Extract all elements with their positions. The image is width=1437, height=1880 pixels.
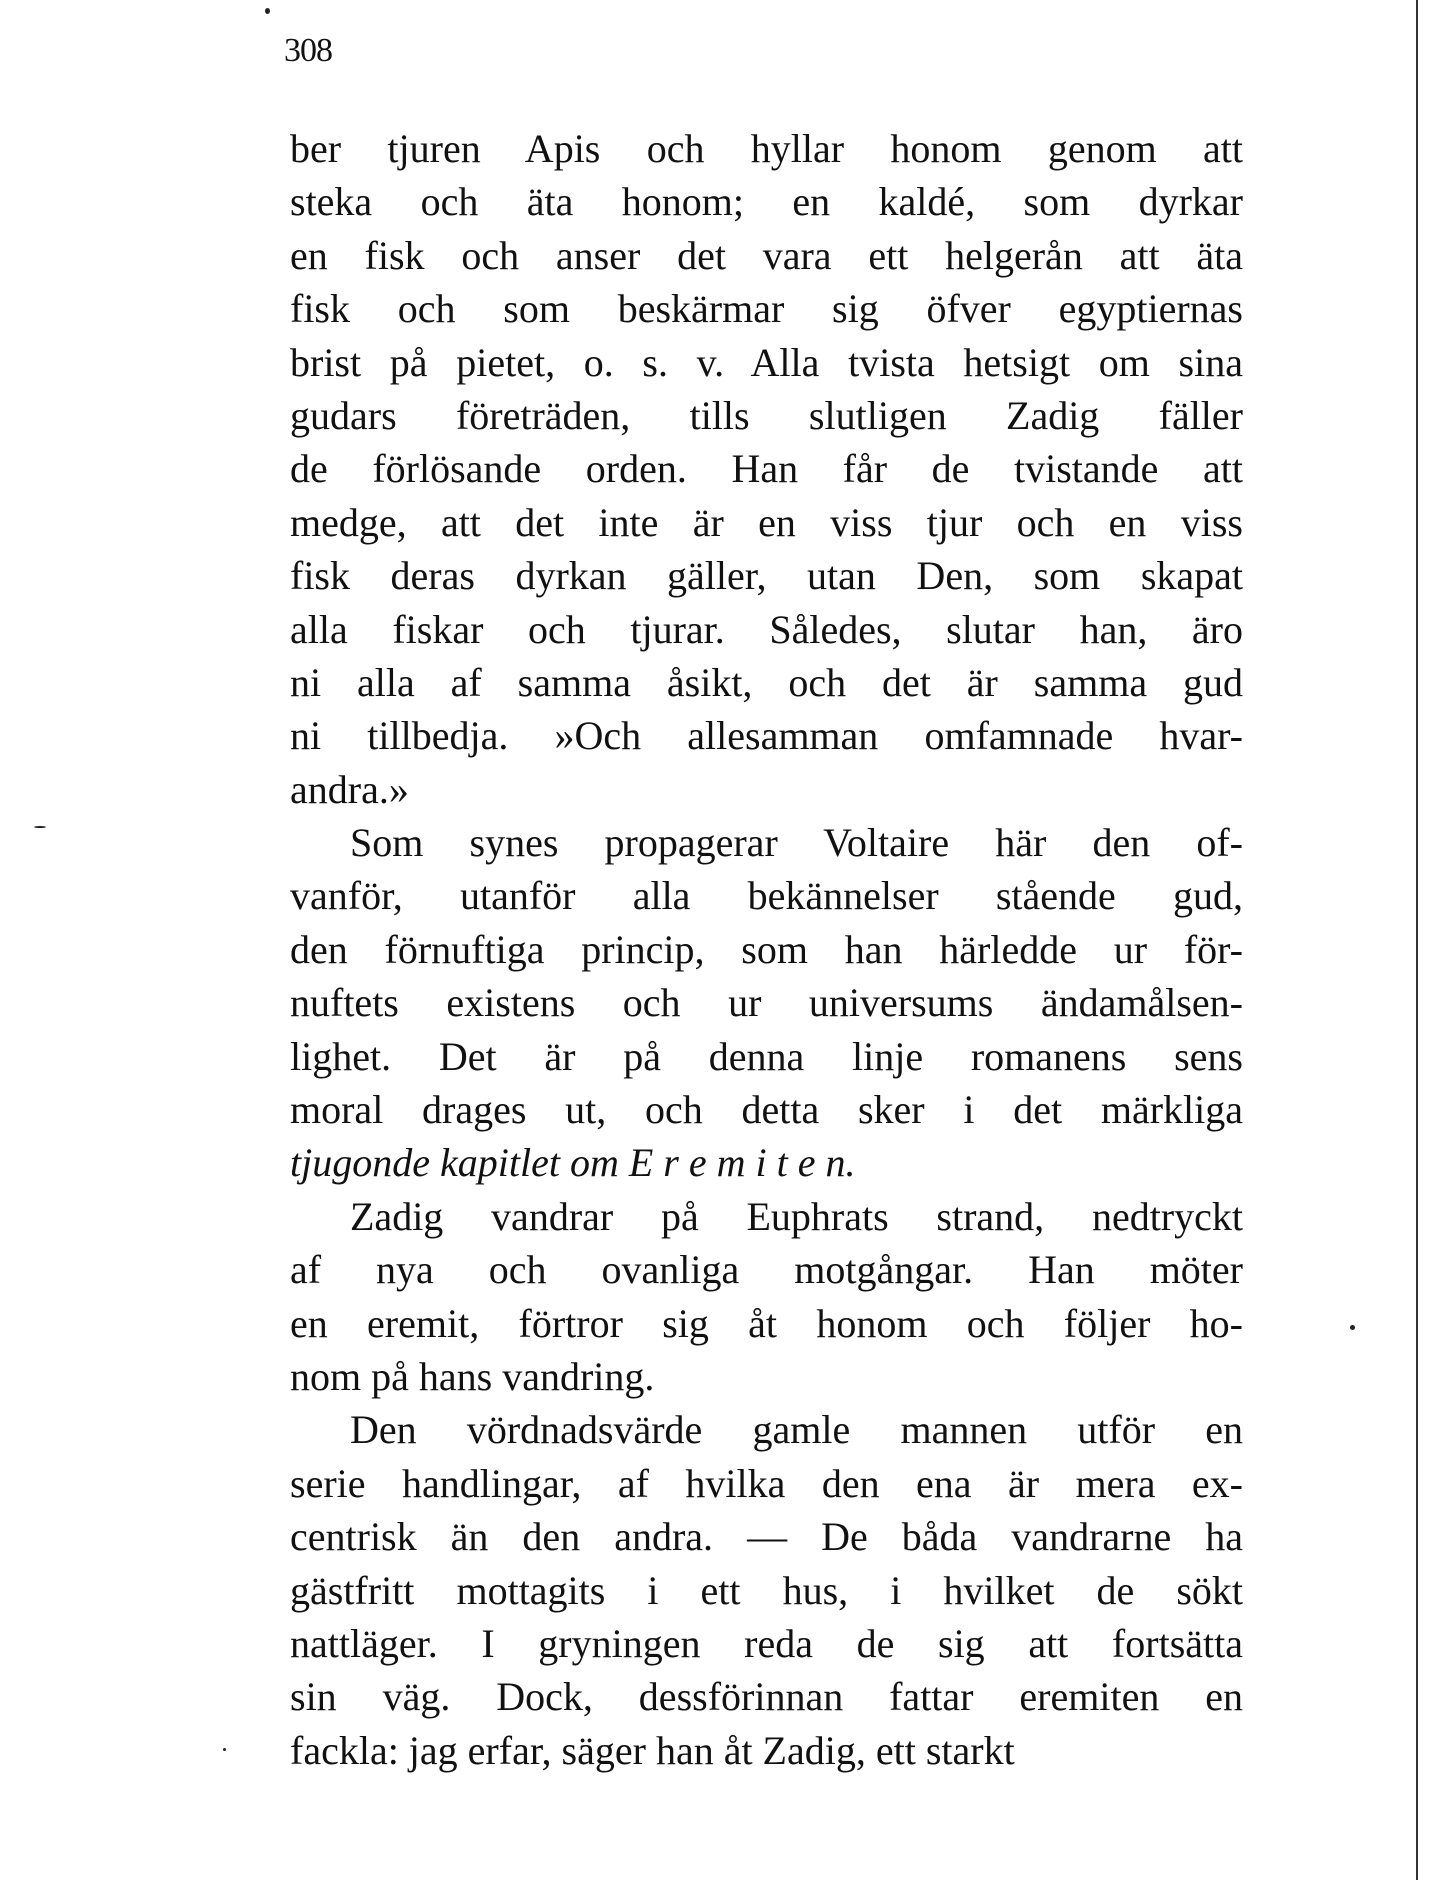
text-line: fackla: jag erfar, säger han åt Zadig, ett starkt [290, 1727, 1015, 1773]
text-line: steka och äta honom; en kaldé, som dyrkar [290, 179, 1243, 225]
text-line: ber tjuren Apis och hyllar honom genom att [290, 126, 1243, 171]
text-line: nom på hans vandring. [290, 1353, 655, 1399]
text-line: serie handlingar, af hvilka den ena är mera ex- [290, 1460, 1243, 1506]
body-text [290, 122, 1243, 1777]
text-line: tjugonde kapitlet om E r e m i t e n. [290, 1140, 856, 1186]
text-line: Zadig vandrar på Euphrats strand, nedtryckt [350, 1193, 1243, 1239]
text-line: fisk deras dyrkan gäller, utan Den, som skapat [290, 553, 1243, 599]
text-line: Den vördnadsvärde gamle mannen utför en [350, 1407, 1243, 1453]
page-number: 308 [284, 32, 332, 69]
scan-speck [34, 826, 46, 828]
text-line: brist på pietet, o. s. v. Alla tvista hetsigt om sina [290, 339, 1243, 385]
text-line: ni alla af samma åsikt, och det är samma gud [290, 659, 1243, 705]
text-line: en fisk och anser det vara ett helgerån att äta [290, 232, 1243, 278]
text-line: medge, att det inte är en viss tjur och en viss [290, 499, 1243, 545]
paragraph [290, 1403, 1243, 1777]
text-line: nattläger. I gryningen reda de sig att fortsätta [290, 1620, 1243, 1666]
text-line: centrisk än den andra. — De båda vandrarne ha [290, 1514, 1243, 1560]
text-line: lighet. Det är på denna linje romanens sens [290, 1033, 1243, 1079]
text-line: moral drages ut, och detta sker i det märkliga [290, 1087, 1243, 1133]
text-line: de förlösande orden. Han får de tvistande att [290, 446, 1243, 492]
text-line: en eremit, förtror sig åt honom och följer ho- [290, 1300, 1243, 1346]
page-edge-line [1416, 0, 1418, 1880]
text-line: fisk och som beskärmar sig öfver egyptiernas [290, 286, 1243, 332]
text-line: sin väg. Dock, dessförinnan fattar eremiten en [290, 1674, 1243, 1720]
text-line: vanför, utanför alla bekännelser stående gud, [290, 873, 1243, 919]
scan-speck [223, 1748, 226, 1751]
text-line: ni tillbedja. »Och allesamman omfamnade hvar- [290, 713, 1243, 759]
text-line: alla fiskar och tjurar. Således, slutar han, äro [290, 606, 1243, 652]
text-line: gudars företräden, tills slutligen Zadig fäller [290, 392, 1243, 438]
text-line: gästfritt mottagits i ett hus, i hvilket de sökt [290, 1567, 1243, 1613]
text-line: nuftets existens och ur universums ändamålsen- [290, 980, 1243, 1026]
scan-speck [265, 8, 270, 14]
paragraph [290, 1190, 1243, 1404]
paragraph [290, 816, 1243, 1190]
text-line: af nya och ovanliga motgångar. Han möter [290, 1247, 1243, 1293]
text-line: den förnuftiga princip, som han härledde ur för- [290, 926, 1243, 972]
text-line: andra.» [290, 766, 409, 812]
paragraph [290, 122, 1243, 816]
scan-speck [1350, 1325, 1355, 1330]
text-line: Som synes propagerar Voltaire här den of- [350, 820, 1243, 866]
